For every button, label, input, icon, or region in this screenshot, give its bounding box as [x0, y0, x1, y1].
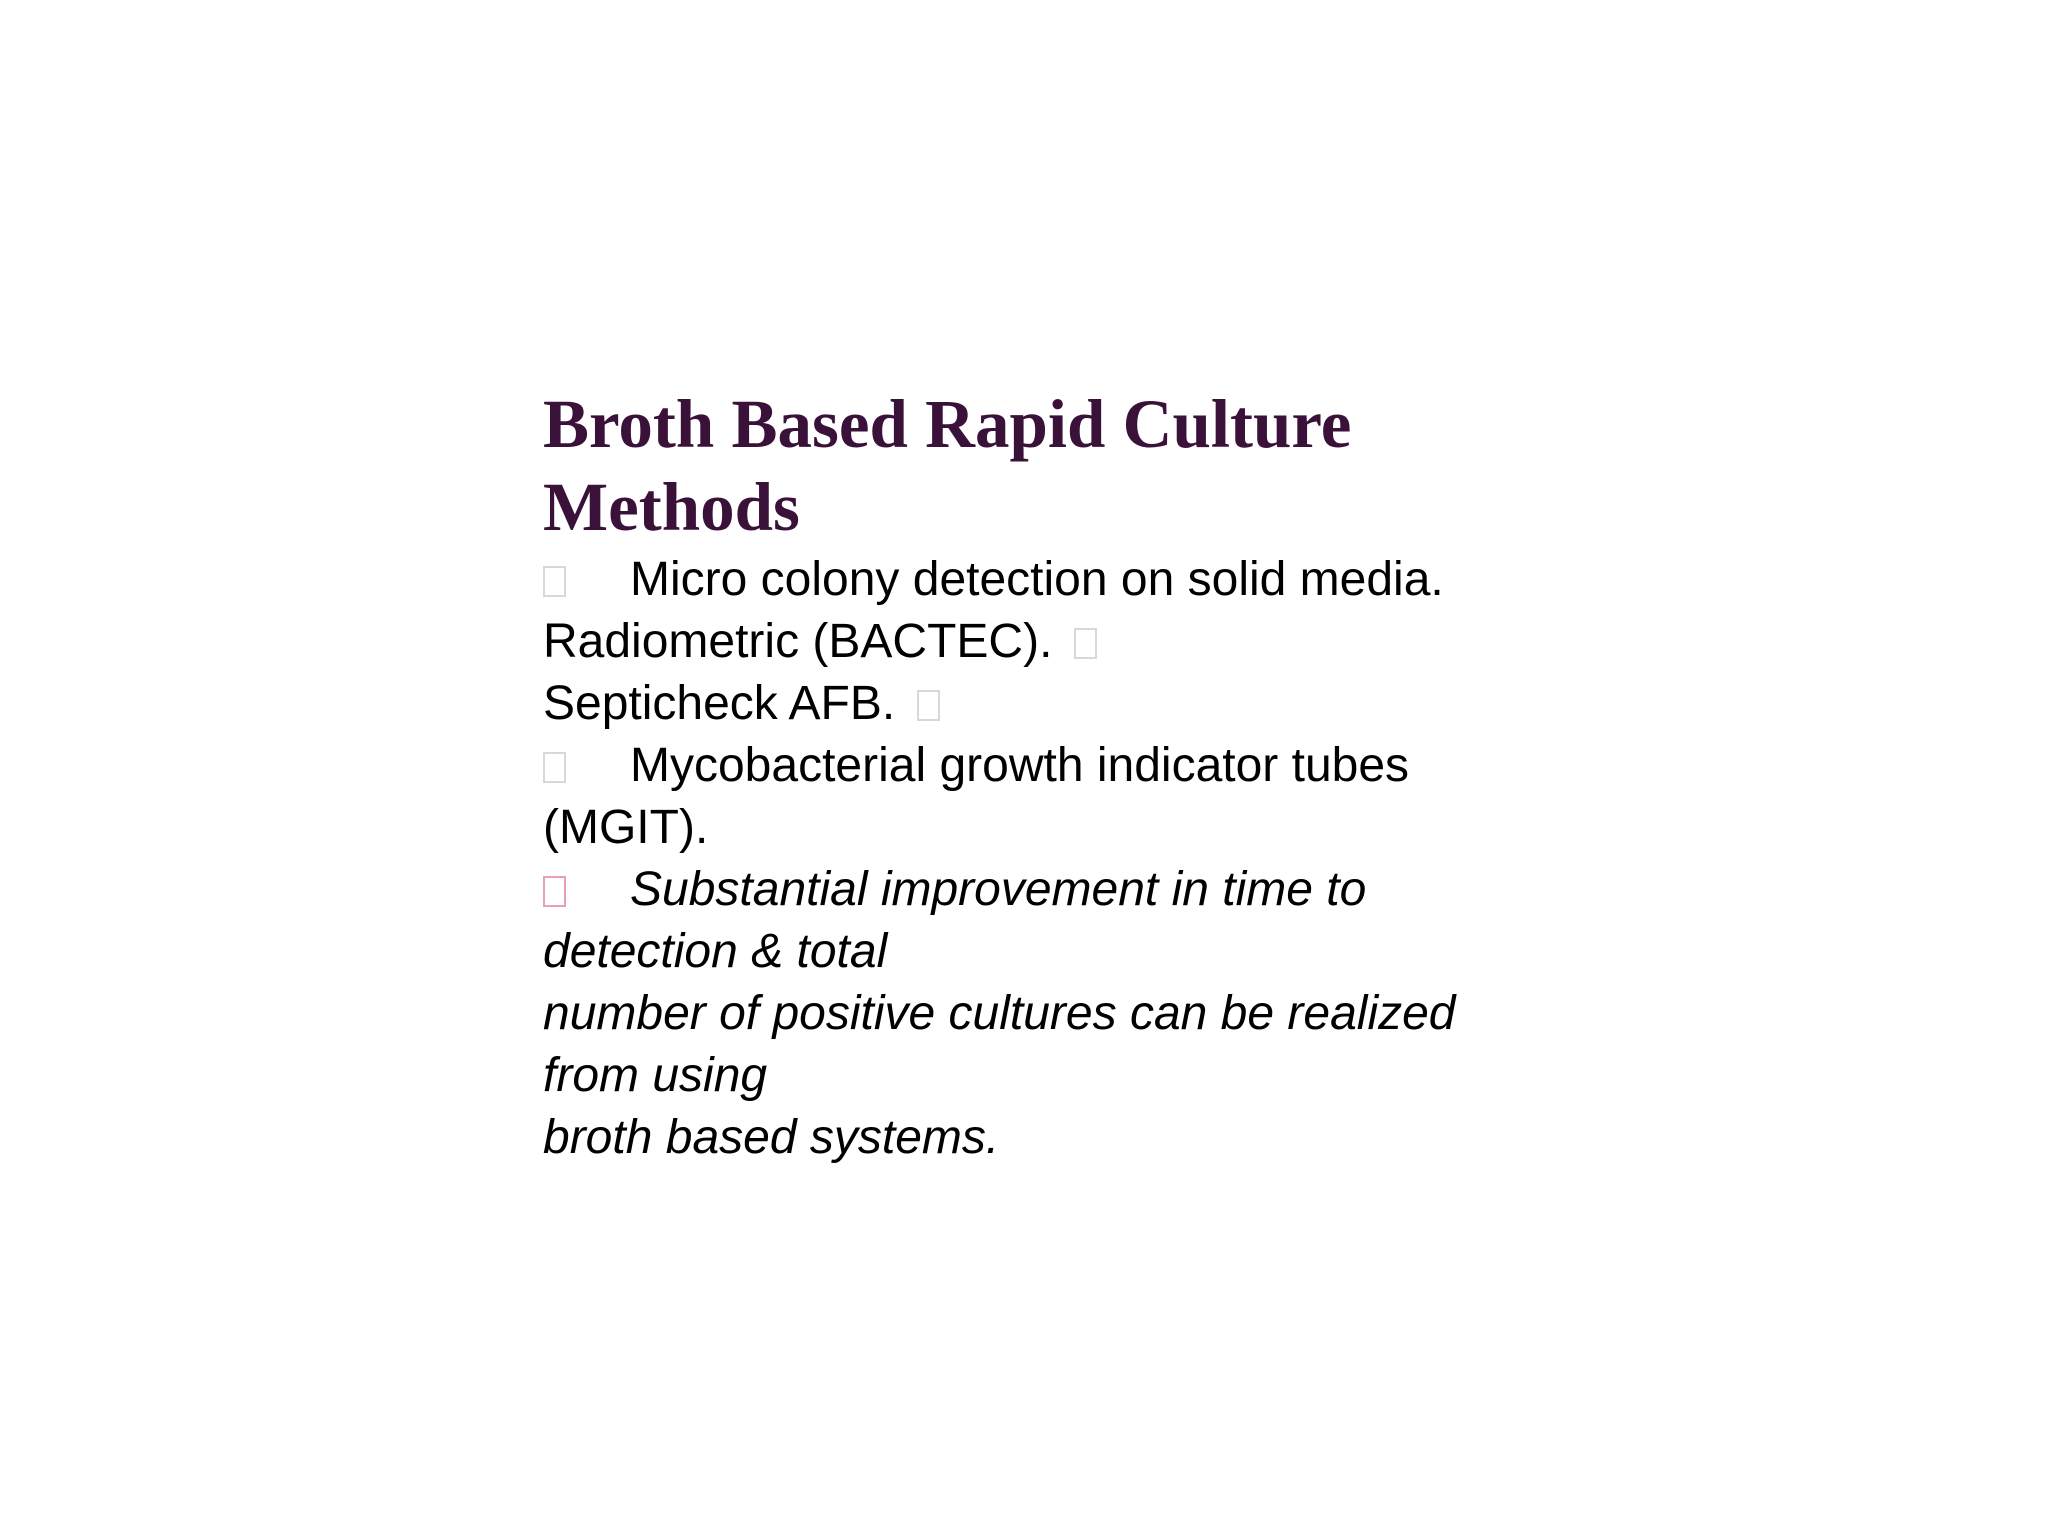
- slide-title: [543, 383, 1643, 549]
- missing-glyph-bullet-icon: [543, 566, 566, 597]
- missing-glyph-bullet-icon: [917, 690, 940, 721]
- bullet-line-continuation: [543, 1045, 1643, 1107]
- bullet-line-continuation: [543, 1107, 1643, 1169]
- bullet-line: [543, 673, 1643, 735]
- bullet-text: broth based systems.: [543, 1111, 1000, 1164]
- bullet-text: from using: [543, 1049, 768, 1102]
- bullet-line: [543, 735, 1643, 797]
- slide-content: [543, 383, 1643, 1169]
- bullet-line-continuation: [543, 797, 1643, 859]
- title-line-1: Broth Based Rapid Culture: [543, 386, 1352, 462]
- missing-glyph-bullet-icon: [543, 876, 566, 907]
- bullet-text: Substantial improvement in time to: [630, 863, 1367, 916]
- bullet-text: Septicheck AFB.: [543, 677, 896, 730]
- bullet-text: (MGIT).: [543, 801, 709, 854]
- bullet-line-continuation: [543, 983, 1643, 1045]
- bullet-line-continuation: [543, 921, 1643, 983]
- missing-glyph-bullet-icon: [1074, 628, 1097, 659]
- title-line-2: Methods: [543, 469, 800, 545]
- bullet-line: [543, 549, 1643, 611]
- bullet-text: Radiometric (BACTEC).: [543, 615, 1053, 668]
- bullet-text: number of positive cultures can be realized: [543, 987, 1456, 1040]
- bullet-text: Micro colony detection on solid media.: [630, 553, 1444, 606]
- bullet-line: [543, 859, 1643, 921]
- bullet-text: detection & total: [543, 925, 888, 978]
- bullet-line: [543, 611, 1643, 673]
- missing-glyph-bullet-icon: [543, 752, 566, 783]
- bullet-text: Mycobacterial growth indicator tubes: [630, 739, 1410, 792]
